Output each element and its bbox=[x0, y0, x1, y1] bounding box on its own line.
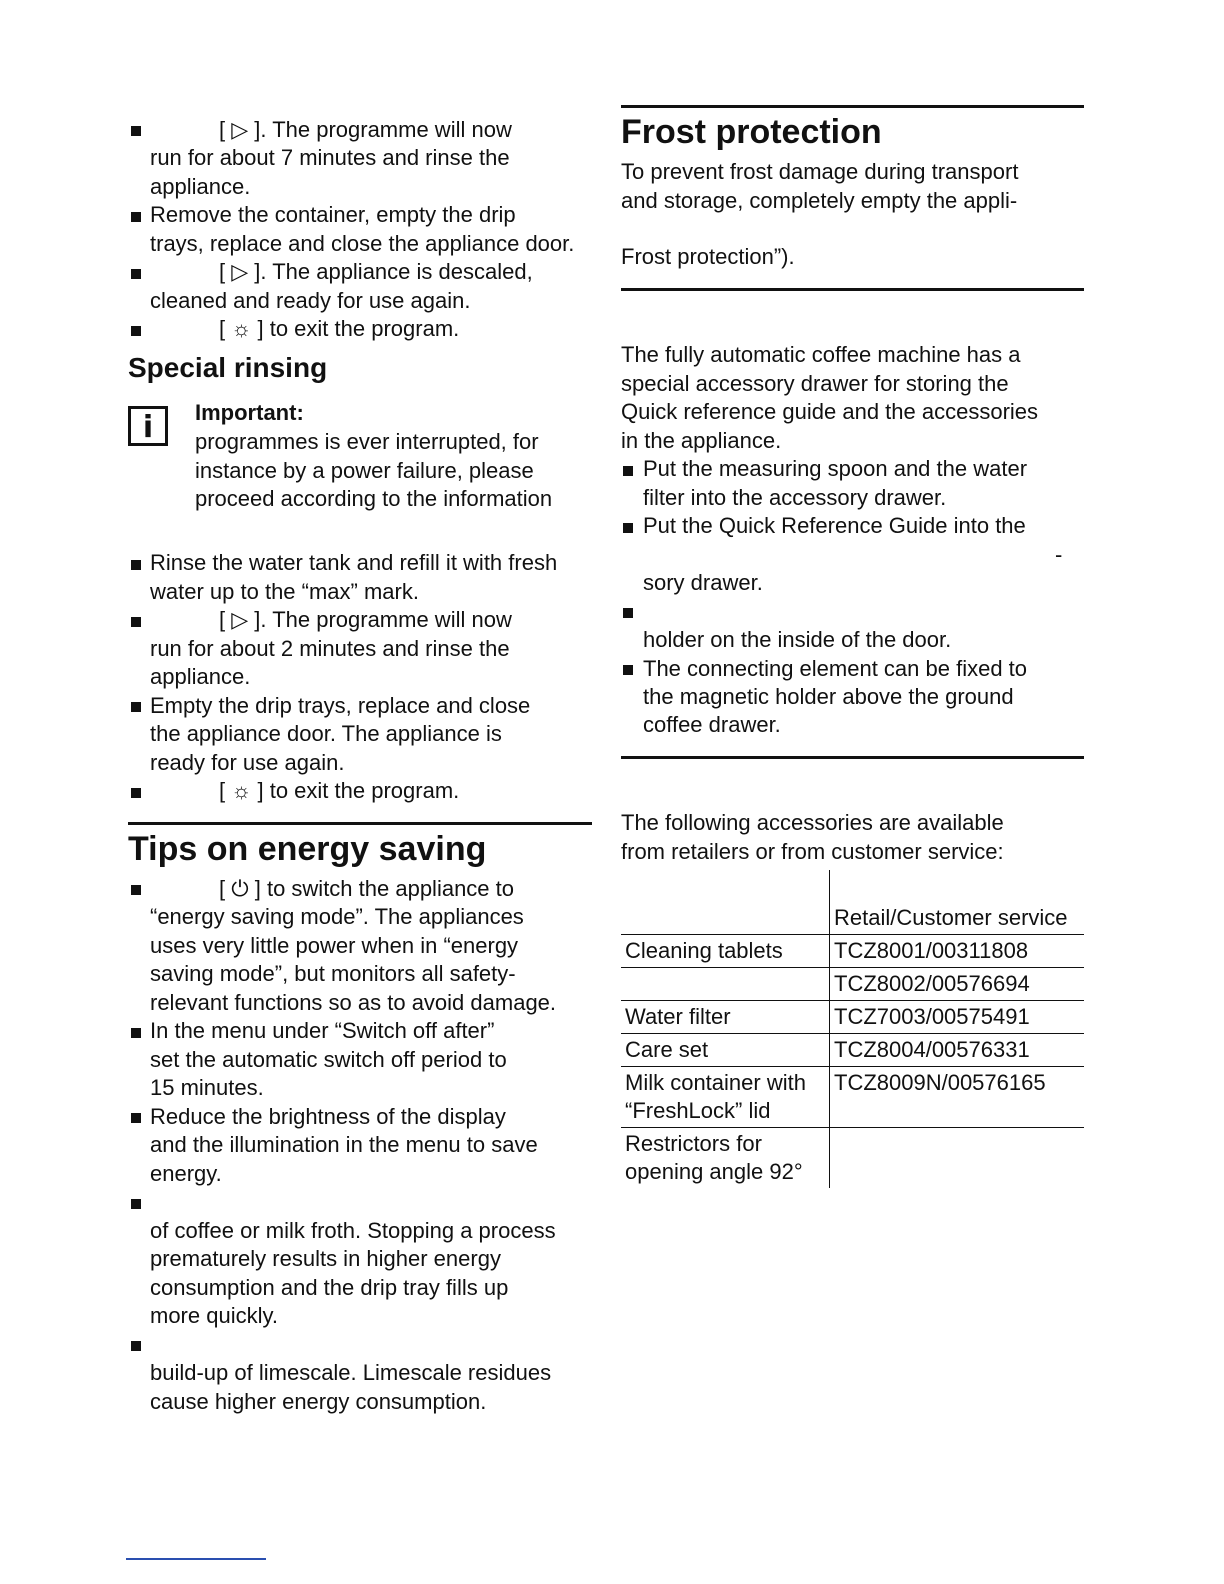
table-row bbox=[621, 935, 1084, 968]
bullet bbox=[623, 665, 633, 675]
tip-line: set the automatic switch off period to bbox=[150, 1047, 507, 1072]
table-cell: Cleaning tablets bbox=[621, 935, 830, 968]
accessories-line: The following accessories are available bbox=[621, 810, 1004, 835]
table-cell: TCZ8009N/00576165 bbox=[830, 1067, 1085, 1128]
section-rule bbox=[128, 822, 592, 825]
step-line: Rinse the water tank and refill it with fresh bbox=[150, 550, 558, 575]
section-rule bbox=[621, 756, 1084, 759]
drawer-line: in the appliance. bbox=[621, 428, 782, 453]
accessories-line: from retailers or from customer service: bbox=[621, 839, 1004, 864]
frost-line: and storage, completely empty the appli- bbox=[621, 188, 1018, 213]
drawer-step-line: coffee drawer. bbox=[643, 712, 781, 737]
tips-heading: Tips on energy saving bbox=[128, 830, 487, 868]
bullet bbox=[623, 466, 633, 476]
step-line: Empty the drip trays, replace and close bbox=[150, 693, 531, 718]
table-cell: TCZ7003/00575491 bbox=[830, 1001, 1085, 1034]
table-cell: Water filter bbox=[621, 1001, 830, 1034]
tip-line: saving mode”, but monitors all safety- bbox=[150, 961, 516, 986]
bullet bbox=[131, 1341, 141, 1351]
important-line: instance by a power failure, please bbox=[195, 458, 534, 483]
bullet bbox=[623, 523, 633, 533]
tip-line: energy. bbox=[150, 1161, 222, 1186]
step-line: water up to the “max” mark. bbox=[150, 579, 419, 604]
step-line: [ ▷ ]. The programme will now bbox=[219, 607, 512, 632]
bullet bbox=[131, 560, 141, 570]
drawer-line: The fully automatic coffee machine has a bbox=[621, 342, 1021, 367]
bullet bbox=[131, 885, 141, 895]
table-header-cell bbox=[621, 870, 830, 935]
section-rule bbox=[621, 105, 1084, 108]
bullet bbox=[131, 617, 141, 627]
bullet bbox=[131, 269, 141, 279]
tip-line: [ ⏻ ] to switch the appliance to bbox=[219, 876, 515, 901]
table-row bbox=[621, 1001, 1084, 1034]
table-header-row bbox=[621, 870, 1084, 935]
table-cell: TCZ8004/00576331 bbox=[830, 1034, 1085, 1067]
step-line: [ ▷ ]. The appliance is descaled, bbox=[219, 259, 533, 284]
tip-line: cause higher energy consumption. bbox=[150, 1389, 487, 1414]
tip-line: and the illumination in the menu to save bbox=[150, 1132, 538, 1157]
drawer-line: special accessory drawer for storing the bbox=[621, 371, 1009, 396]
bullet bbox=[623, 608, 633, 618]
frost-line: Frost protection”). bbox=[621, 244, 795, 269]
step-line: [ ☼ ] to exit the program. bbox=[219, 316, 460, 341]
table-cell: TCZ8002/00576694 bbox=[830, 968, 1085, 1001]
tip-line: relevant functions so as to avoid damage. bbox=[150, 990, 557, 1015]
important-label: Important: bbox=[195, 400, 304, 425]
table-cell: Restrictors for opening angle 92° bbox=[625, 1131, 803, 1184]
important-line: proceed according to the information bbox=[195, 486, 553, 511]
step-line: ready for use again. bbox=[150, 750, 345, 775]
table-row bbox=[621, 1128, 1084, 1189]
drawer-step-line: The connecting element can be fixed to bbox=[643, 656, 1028, 681]
table-header-cell: Retail/Customer service bbox=[830, 870, 1085, 935]
drawer-step-line: sory drawer. bbox=[643, 570, 763, 595]
step-line: run for about 2 minutes and rinse the bbox=[150, 636, 510, 661]
frost-line: To prevent frost damage during transport bbox=[621, 159, 1019, 184]
bullet bbox=[131, 126, 141, 136]
drawer-step-line: Put the Quick Reference Guide into the bbox=[643, 513, 1026, 538]
bullet bbox=[131, 326, 141, 336]
step-line: Remove the container, empty the drip bbox=[150, 202, 516, 227]
drawer-step-line: - bbox=[1055, 542, 1063, 567]
bullet bbox=[131, 1113, 141, 1123]
drawer-step-line: the magnetic holder above the ground bbox=[643, 684, 1014, 709]
tip-line: uses very little power when in “energy bbox=[150, 933, 519, 958]
bullet bbox=[131, 788, 141, 798]
section-rule bbox=[621, 288, 1084, 291]
step-line: appliance. bbox=[150, 664, 251, 689]
tip-line: build-up of limescale. Limescale residues bbox=[150, 1360, 552, 1385]
frost-heading: Frost protection bbox=[621, 113, 882, 151]
accessories-table bbox=[621, 870, 1084, 1188]
bullet bbox=[131, 702, 141, 712]
info-icon: i bbox=[128, 406, 168, 446]
drawer-step-line: holder on the inside of the door. bbox=[643, 627, 952, 652]
step-line: [ ▷ ]. The programme will now bbox=[219, 117, 512, 142]
bullet bbox=[131, 1199, 141, 1209]
tip-line: consumption and the drip tray fills up bbox=[150, 1275, 509, 1300]
step-line: [ ☼ ] to exit the program. bbox=[219, 778, 460, 803]
tip-line: Reduce the brightness of the display bbox=[150, 1104, 506, 1129]
special-rinsing-heading: Special rinsing bbox=[128, 352, 328, 383]
tip-line: “energy saving mode”. The appliances bbox=[150, 904, 524, 929]
tip-line: more quickly. bbox=[150, 1303, 278, 1328]
step-line: trays, replace and close the appliance door. bbox=[150, 231, 575, 256]
table-row bbox=[621, 1034, 1084, 1067]
drawer-step-line: Put the measuring spoon and the water bbox=[643, 456, 1028, 481]
bullet bbox=[131, 212, 141, 222]
step-line: cleaned and ready for use again. bbox=[150, 288, 471, 313]
table-cell: Milk container with “FreshLock” lid bbox=[621, 1067, 830, 1128]
step-line: appliance. bbox=[150, 174, 251, 199]
tip-line: In the menu under “Switch off after” bbox=[150, 1018, 495, 1043]
table-cell: TCZ8001/00311808 bbox=[830, 935, 1085, 968]
table-cell bbox=[830, 1128, 1085, 1189]
table-cell: Care set bbox=[621, 1034, 830, 1067]
tip-line: prematurely results in higher energy bbox=[150, 1246, 501, 1271]
drawer-line: Quick reference guide and the accessories bbox=[621, 399, 1039, 424]
important-line: programmes is ever interrupted, for bbox=[195, 429, 539, 454]
tip-line: 15 minutes. bbox=[150, 1075, 264, 1100]
drawer-step-line: filter into the accessory drawer. bbox=[643, 485, 947, 510]
footer-link-underline bbox=[126, 1558, 266, 1560]
table-row bbox=[621, 1067, 1084, 1128]
bullet bbox=[131, 1028, 141, 1038]
table-cell bbox=[621, 968, 830, 1001]
step-line: the appliance door. The appliance is bbox=[150, 721, 502, 746]
table-row bbox=[621, 968, 1084, 1001]
step-line: run for about 7 minutes and rinse the bbox=[150, 145, 510, 170]
tip-line: of coffee or milk froth. Stopping a process bbox=[150, 1218, 556, 1243]
